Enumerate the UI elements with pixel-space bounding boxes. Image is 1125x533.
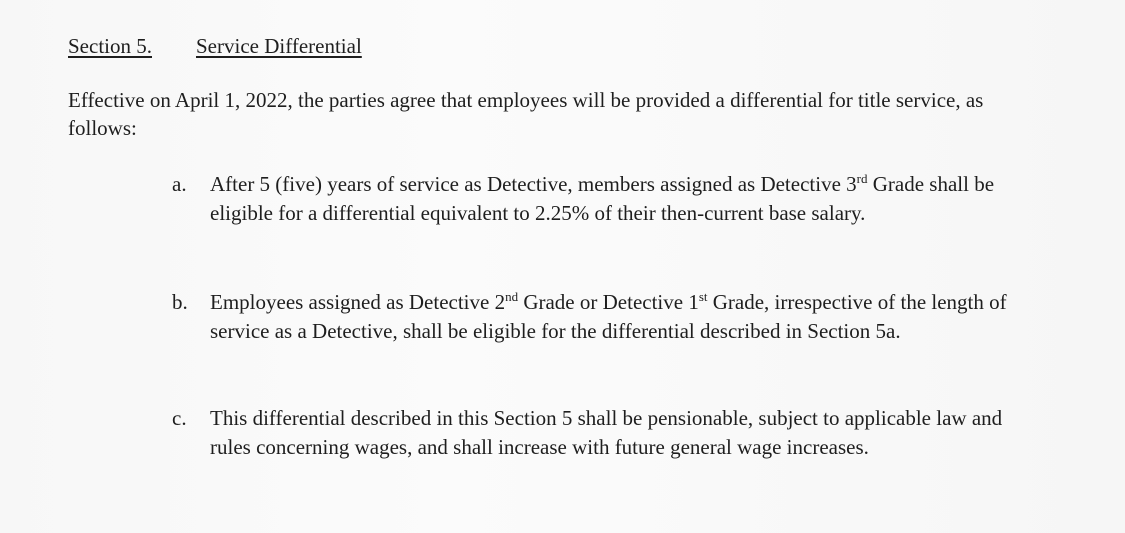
list-item-text: This differential described in this Section 5 shall be pensionable, subject to applicable law and rules concerning wages, and shall increase with future general wage increases. xyxy=(210,406,1003,459)
list-marker: a. xyxy=(172,172,187,196)
list-marker: b. xyxy=(172,290,188,314)
section-number: Section 5. xyxy=(68,34,152,58)
section-title: Service Differential xyxy=(196,34,362,58)
intro-paragraph: Effective on April 1, 2022, the parties agree that employees will be provided a differential for title service, as follows: xyxy=(68,88,984,140)
list-item-c xyxy=(172,404,1032,462)
list-marker: c. xyxy=(172,406,187,430)
section-heading xyxy=(68,33,362,59)
list-item-text: Employees assigned as Detective 2nd Grade or Detective 1st Grade, irrespective of the length of service as a Detective, shall be eligible for the differential described in Section 5a. xyxy=(210,289,1007,343)
list-item-text: After 5 (five) years of service as Detective, members assigned as Detective 3rd Grade shall be eligible for a differential equivalent to 2.25% of their then-current base salary. xyxy=(210,171,995,225)
list-item-b xyxy=(172,288,1032,346)
list-item-a xyxy=(172,170,1032,228)
